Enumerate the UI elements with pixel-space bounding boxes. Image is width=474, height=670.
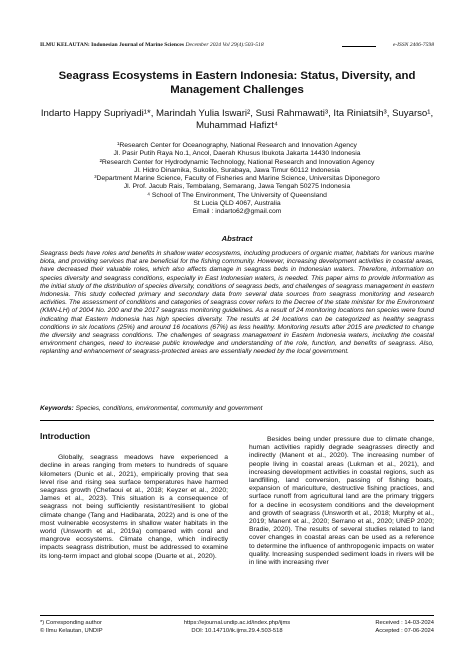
received-date: Received : 14-03-2024 (375, 620, 434, 626)
title-line: Seagrass Ecosystems in Eastern Indonesia: Status, Diversity, and (58, 70, 416, 82)
affiliation-line: Jl. Hidro Dinamika, Sukolilo, Surabaya, Jawa Timur 60112 Indonesia (134, 166, 340, 174)
header-rule (342, 46, 376, 47)
accepted-date: Accepted : 07-06-2024 (375, 627, 434, 634)
affiliation-line: ¹Research Center for Oceanography, National Research and Innovation Agency (117, 142, 357, 149)
journal-header (40, 42, 264, 48)
journal-issn: e-ISSN 2406-7598 (392, 42, 434, 48)
journal-name: ILMU KELAUTAN: Indonesian Journal of Marine Sciences (40, 42, 185, 48)
keywords (40, 405, 434, 412)
left-column (40, 432, 228, 561)
affiliation-line: ²Research Center for Hydrodynamic Technology, National Research and Innovation Agency (99, 158, 375, 166)
authors-line: Muhammad Hafizt⁴ (196, 119, 278, 131)
intro-paragraph: Besides being under pressure due to climate change, human activities rapidly degrade seagrasses directly and indirectly (Manent et al., 2020). The increasing number of people living in coastal areas (Lukman et al., 2021), and increasing development activities in coastal regions, such as landfilling, land conversion, passing of fishing boats, expansion of mariculture, destructive fishing practices, and surface runoff from agricultural land are the primary triggers for a decline in ecosystem conditions and the development and growth of seagrass (Unsworth et al., 2018; Murphy et al., 2019; Manent et al., 2020; Serrano et al., 2020; UNEP 2020; Bradie, 2020). The results of several studies related to land cover changes in coastal areas can be used as a reference to determine the influence of anthropogenic impacts on water quality. Increasing suspended sediment loads in rivers will be in line with increasing river (249, 436, 434, 567)
running-header (40, 42, 434, 54)
journal-url[interactable]: https://ejournal.undip.ac.id/index.php/ijms (183, 620, 291, 626)
affiliation-line: ⁴ School of The Environment, The University of Queensland (147, 191, 327, 199)
footer-divider (40, 615, 434, 616)
section-divider (40, 420, 434, 421)
keywords-text: Species, conditions, environmental, community and government (75, 405, 263, 412)
affiliation-line: ³Department Marine Science, Faculty of Fisheries and Marine Science, Universitas Diponegoro (94, 175, 380, 183)
copyright: © Ilmu Kelautan, UNDIP (40, 627, 103, 634)
abstract-heading: Abstract (221, 234, 253, 243)
journal-issue: December 2024 Vol 29(4):503-518 (185, 42, 264, 48)
affiliation-line: St Lucia QLD 4067, Australia (193, 200, 281, 208)
author-list (40, 108, 434, 131)
footer-center (182, 620, 292, 635)
paper-title (40, 70, 434, 97)
abstract-text: Seagrass beds have roles and benefits in shallow water ecosystems, including producers of organic matter, habitats for various marine biota, and providing services that are beneficial for the fishing community. However, increasing development activities in coastal areas, have decreased their valuable roles, which also affects damage in seagrass beds in Indonesian waters. Therefore, information on species diversity and seagrass conditions, especially in East Indonesian waters, is needed. This paper aims to provide information as the initial study of the distribution of species diversity, conditions of seagrass beds, and challenges of seagrass management in eastern Indonesia. This study collected primary and secondary data from several data sources from seagrass monitoring and research activities. The assessment of conditions and categories of seagrass cover refers to the Decree of the state minister for the Environment (KMN-LH) of 2004 No. 200 and the 2017 seagrass monitoring guidelines. As a result of 24 monitoring locations ten species were found indicating that Eastern Indonesia has high species diversity. The results at 24 locations can be categorized as healthy seagrass conditions in six locations (25%) and around 16 locations (67%) as less healthy. Monitoring results after 2015 are predicted to change the diversity and seagrass conditions. The challenges of seagrass management in Eastern Indonesia waters, including the coastal environment changes, need to increase public knowledge and understanding of the role, function, and benefits of seagrass. Also, replanting and enhancement of seagrass-protected areas are essentially needed by the local government. (40, 250, 434, 356)
affiliations (40, 142, 434, 217)
doi[interactable]: DOI: 10.14710/ik.ijms.29.4.503-518 (191, 627, 283, 634)
right-column (249, 436, 434, 567)
footer-left (40, 620, 103, 635)
corresponding-email[interactable]: Email : indarto62@gmail.com (192, 208, 282, 216)
authors-line: Indarto Happy Supriyadi¹*, Marindah Yulia Iswari², Susi Rahmawati³, Ita Riniatsih³, Suyarso¹, (40, 108, 434, 119)
title-line: Management Challenges (170, 83, 304, 96)
introduction-heading: Introduction (40, 431, 91, 441)
corresponding-note: *) Corresponding author (40, 620, 102, 626)
affiliation-line: Jl. Pasir Putih Raya No.1, Ancol, Daerah Khusus Ibukota Jakarta 14430 Indonesia (113, 150, 361, 158)
keywords-label: Keywords: (40, 405, 74, 412)
affiliation-line: Jl. Prof. Jacub Rais, Tembalang, Semarang, Jawa Tengah 50275 Indonesia (123, 183, 351, 191)
footer-right (375, 620, 434, 635)
intro-paragraph: Globally, seagrass meadows have experienced a decline in areas ranging from meters to hundreds of square kilometers (Dunic et al., 2021), empirically proving that sea level rise and rising sea surface temperatures have harmed seagrass growth (Chefaoui et al., 2018; Keyzer et al., 2020; James et al., 2023). This situation is a consequence of seagrass not being sufficiently resistant/resilient to global climate change (Tang and Hadibarata, 2022) and is one of the most vulnerable ecosystems in shallow water habitats in the world (Unsworth et al., 2019a) compared with coral and mangrove ecosystems. Climate change, which indirectly impacts seagrass distribution, must be addressed to examine its long-term impact and global scope (Duarte et al., 2020). (40, 454, 228, 560)
